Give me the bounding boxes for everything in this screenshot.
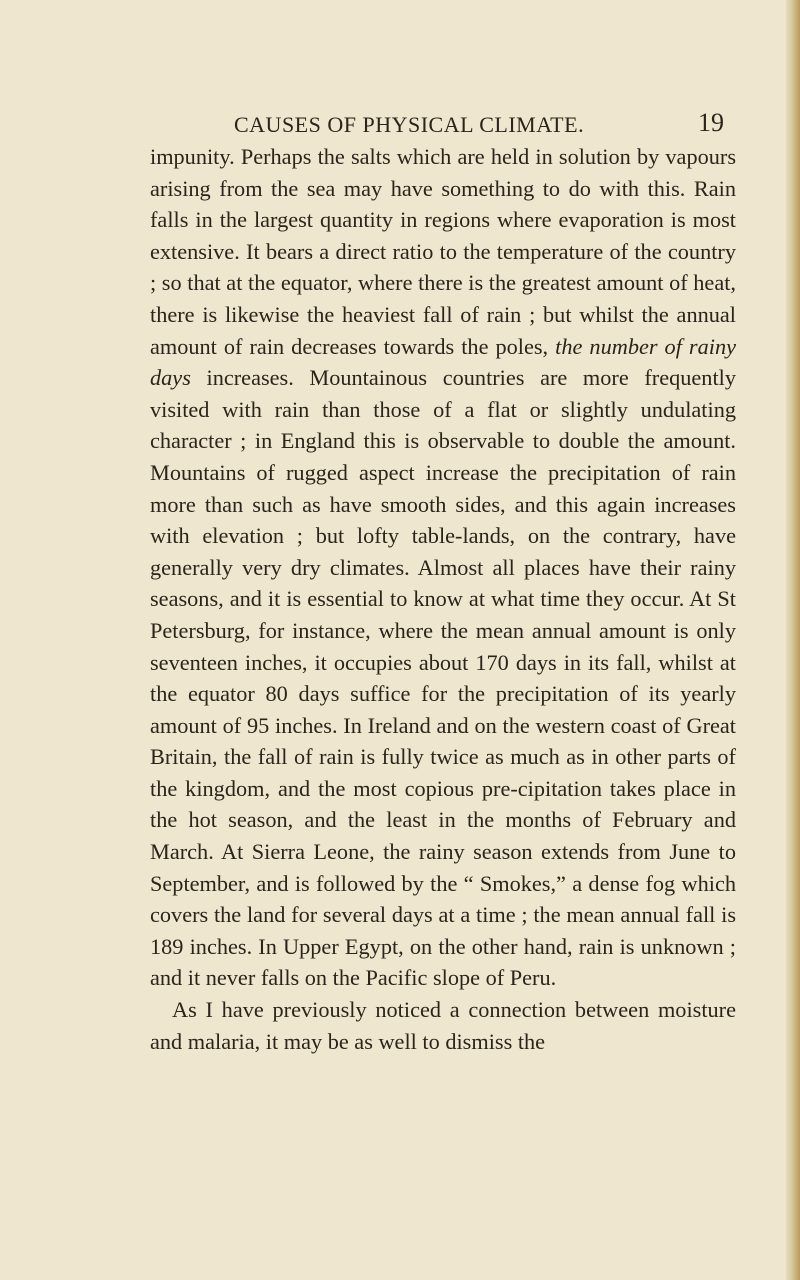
paragraph-1-text-a: impunity. Perhaps the salts which are held in solution by vapours arising from the sea may have something to do with this. Rain falls in the largest quantity in regions where evaporation is most extensive. It bears a direct ratio to the temperature of the country ; so that at the equator, where there is the greatest amount of heat, there is likewise the heaviest fall of rain ; but whilst the annual amount of rain decreases towards the poles, xyxy=(150,144,736,359)
page-edge xyxy=(786,0,800,1280)
body-text xyxy=(150,141,736,1057)
running-title: CAUSES OF PHYSICAL CLIMATE. xyxy=(234,112,585,137)
page-number: 19 xyxy=(698,108,724,137)
paragraph-1 xyxy=(150,141,736,994)
paragraph-1-text-b: increases. Mountainous countries are more frequently visited with rain than those of a flat or slightly undulating character ; in England this is observable to double the amount. Mountains of rugged aspect increase the precipitation of rain more than such as have smooth sides, and this again increases with elevation ; but lofty table-lands, on the contrary, have generally very dry climates. Almost all places have their rainy seasons, and it is essential to know at what time they occur. At St Petersburg, for instance, where the mean annual amount is only seventeen inches, it occupies about 170 days in its fall, whilst at the equator 80 days suffice for the precipitation of its yearly amount of 95 inches. In Ireland and on the western coast of Great Britain, the fall of rain is fully twice as much as in other parts of the kingdom, and the most copious pre-cipitation takes place in the hot season, and the least in the months of February and March. At Sierra Leone, the rainy season extends from June to September, and is followed by the “ Smokes,” a dense fog which covers the land for several days at a time ; the mean annual fall is 189 inches. In Upper Egypt, on the other hand, rain is unknown ; and it never falls on the Pacific slope of Peru. xyxy=(150,365,736,991)
running-head xyxy=(150,108,730,142)
paragraph-1-emphasis: the number of rainy days xyxy=(150,333,736,391)
paragraph-2: As I have previously noticed a connection between moisture and malaria, it may be as well to dismiss the xyxy=(150,997,736,1054)
